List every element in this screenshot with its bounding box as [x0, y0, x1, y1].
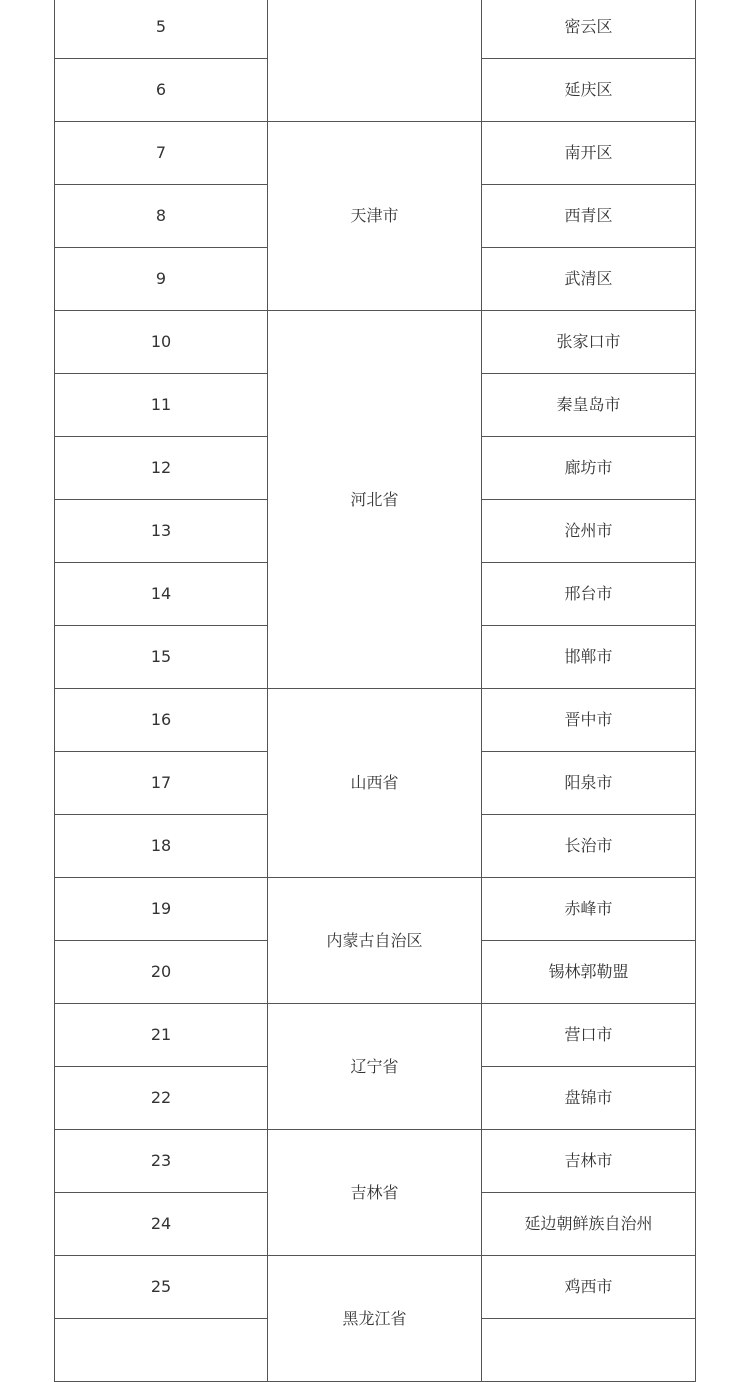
- city-cell: [482, 1319, 696, 1382]
- province-cell: 河北省: [268, 311, 482, 689]
- row-number-cell: 6: [55, 59, 268, 122]
- province-cell: [268, 0, 482, 122]
- row-number-cell: 10: [55, 311, 268, 374]
- city-cell: 阳泉市: [482, 752, 696, 815]
- province-cell: 山西省: [268, 689, 482, 878]
- city-cell: 吉林市: [482, 1130, 696, 1193]
- row-number-cell: 12: [55, 437, 268, 500]
- table-row: [55, 689, 696, 752]
- city-cell: 武清区: [482, 248, 696, 311]
- table-row: [55, 0, 696, 59]
- row-number-cell: 16: [55, 689, 268, 752]
- table-row: [55, 1004, 696, 1067]
- city-cell: 张家口市: [482, 311, 696, 374]
- city-cell: 南开区: [482, 122, 696, 185]
- table-row: [55, 1130, 696, 1193]
- region-table: [54, 0, 696, 1382]
- province-cell: 内蒙古自治区: [268, 878, 482, 1004]
- city-cell: 营口市: [482, 1004, 696, 1067]
- city-cell: 邢台市: [482, 563, 696, 626]
- row-number-cell: 15: [55, 626, 268, 689]
- row-number-cell: 22: [55, 1067, 268, 1130]
- row-number-cell: 5: [55, 0, 268, 59]
- table-row: [55, 122, 696, 185]
- row-number-cell: 13: [55, 500, 268, 563]
- row-number-cell: 20: [55, 941, 268, 1004]
- city-cell: 邯郸市: [482, 626, 696, 689]
- row-number-cell: 8: [55, 185, 268, 248]
- row-number-cell: 11: [55, 374, 268, 437]
- row-number-cell: 18: [55, 815, 268, 878]
- table-row: [55, 1256, 696, 1319]
- city-cell: 沧州市: [482, 500, 696, 563]
- city-cell: 长治市: [482, 815, 696, 878]
- city-cell: 鸡西市: [482, 1256, 696, 1319]
- city-cell: 西青区: [482, 185, 696, 248]
- table-row: [55, 311, 696, 374]
- city-cell: 晋中市: [482, 689, 696, 752]
- city-cell: 廊坊市: [482, 437, 696, 500]
- row-number-cell: 14: [55, 563, 268, 626]
- city-cell: 延边朝鲜族自治州: [482, 1193, 696, 1256]
- row-number-cell: 9: [55, 248, 268, 311]
- row-number-cell: 17: [55, 752, 268, 815]
- province-cell: 吉林省: [268, 1130, 482, 1256]
- row-number-cell: 24: [55, 1193, 268, 1256]
- province-cell: 辽宁省: [268, 1004, 482, 1130]
- table-row: [55, 878, 696, 941]
- city-cell: 锡林郭勒盟: [482, 941, 696, 1004]
- row-number-cell: 25: [55, 1256, 268, 1319]
- city-cell: 秦皇岛市: [482, 374, 696, 437]
- city-cell: 密云区: [482, 0, 696, 59]
- city-cell: 赤峰市: [482, 878, 696, 941]
- city-cell: 延庆区: [482, 59, 696, 122]
- province-cell: 黑龙江省: [268, 1256, 482, 1382]
- row-number-cell: [55, 1319, 268, 1382]
- row-number-cell: 21: [55, 1004, 268, 1067]
- row-number-cell: 7: [55, 122, 268, 185]
- region-table-container: [54, 0, 696, 1382]
- province-cell: 天津市: [268, 122, 482, 311]
- region-table-body: [55, 0, 696, 1382]
- row-number-cell: 19: [55, 878, 268, 941]
- row-number-cell: 23: [55, 1130, 268, 1193]
- city-cell: 盘锦市: [482, 1067, 696, 1130]
